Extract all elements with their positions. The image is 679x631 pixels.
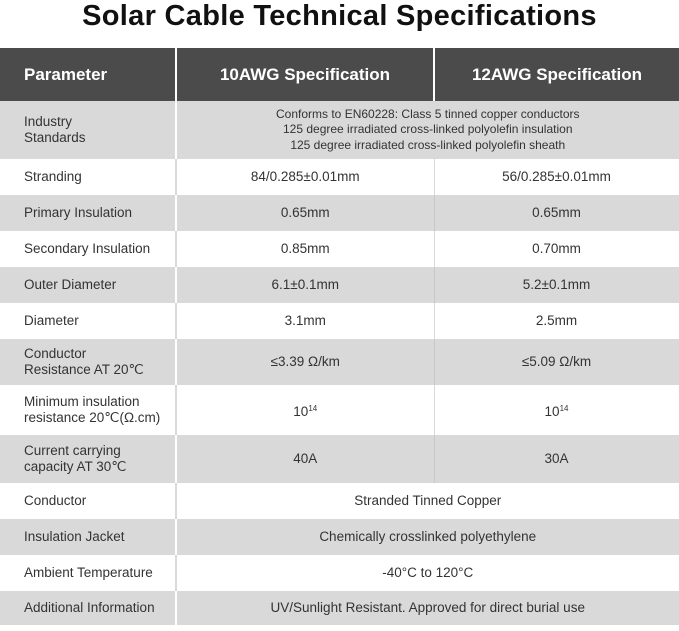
table-row-conductor-resistance [0,339,679,385]
value-12awg: 5.2±0.1mm [434,267,679,303]
header-12awg: 12AWG Specification [434,48,679,101]
param-cell: Additional Information [0,591,176,625]
value-merged: UV/Sunlight Resistant. Approved for direct burial use [176,591,679,625]
table-row-additional-info [0,591,679,625]
standards-cell [176,101,679,159]
param-line: resistance 20℃(Ω.cm) [24,410,161,425]
param-cell: Diameter [0,303,176,339]
param-line: Current carrying [24,443,121,458]
table-row-ambient-temperature [0,555,679,591]
table-row-min-insulation [0,385,679,435]
value-12awg: 2.5mm [434,303,679,339]
param-cell: Insulation Jacket [0,519,176,555]
table-row-secondary-insulation [0,231,679,267]
page-title: Solar Cable Technical Specifications [82,0,597,32]
param-cell: Stranding [0,159,176,195]
param-line: Minimum insulation [24,394,140,409]
table-row-standards [0,101,679,159]
value-12awg [434,385,679,435]
standards-line: 125 degree irradiated cross-linked polyolefin sheath [290,137,566,152]
param-cell [0,101,176,159]
value-12awg: 0.65mm [434,195,679,231]
standards-line: 125 degree irradiated cross-linked polyolefin insulation [282,122,573,137]
table-header-row [0,48,679,101]
value-10awg: 40A [176,435,434,483]
table-row-primary-insulation [0,195,679,231]
param-line: capacity AT 30℃ [24,459,127,474]
table-row-insulation-jacket [0,519,679,555]
standards-line: Conforms to EN60228: Class 5 tinned copper conductors [276,106,580,121]
param-cell: Ambient Temperature [0,555,176,591]
value-10awg: 0.65mm [176,195,434,231]
value-exponent: 14 [308,403,318,413]
value-base: 10 [544,403,560,419]
value-exponent: 14 [559,403,569,413]
value-12awg: 56/0.285±0.01mm [434,159,679,195]
param-line: Industry [24,114,73,129]
param-cell: Conductor [0,483,176,519]
param-line: Conductor [24,346,87,361]
table-row-diameter [0,303,679,339]
param-cell [0,435,176,483]
value-10awg: ≤3.39 Ω/km [176,339,434,385]
param-line: Standards [24,130,86,145]
value-base: 10 [293,403,309,419]
table-row-stranding [0,159,679,195]
table-row-conductor [0,483,679,519]
value-10awg: 0.85mm [176,231,434,267]
header-10awg: 10AWG Specification [176,48,434,101]
value-12awg: 0.70mm [434,231,679,267]
param-line: Resistance AT 20℃ [24,362,144,377]
table-row-outer-diameter [0,267,679,303]
spec-table [0,48,679,625]
value-merged: -40°C to 120°C [176,555,679,591]
value-10awg: 6.1±0.1mm [176,267,434,303]
param-cell: Primary Insulation [0,195,176,231]
value-merged: Stranded Tinned Copper [176,483,679,519]
param-cell [0,385,176,435]
value-12awg: 30A [434,435,679,483]
value-10awg: 84/0.285±0.01mm [176,159,434,195]
value-merged: Chemically crosslinked polyethylene [176,519,679,555]
value-10awg: 3.1mm [176,303,434,339]
header-parameter: Parameter [0,48,176,101]
value-12awg: ≤5.09 Ω/km [434,339,679,385]
param-cell: Outer Diameter [0,267,176,303]
param-cell [0,339,176,385]
param-cell: Secondary Insulation [0,231,176,267]
value-10awg [176,385,434,435]
table-row-current-capacity [0,435,679,483]
